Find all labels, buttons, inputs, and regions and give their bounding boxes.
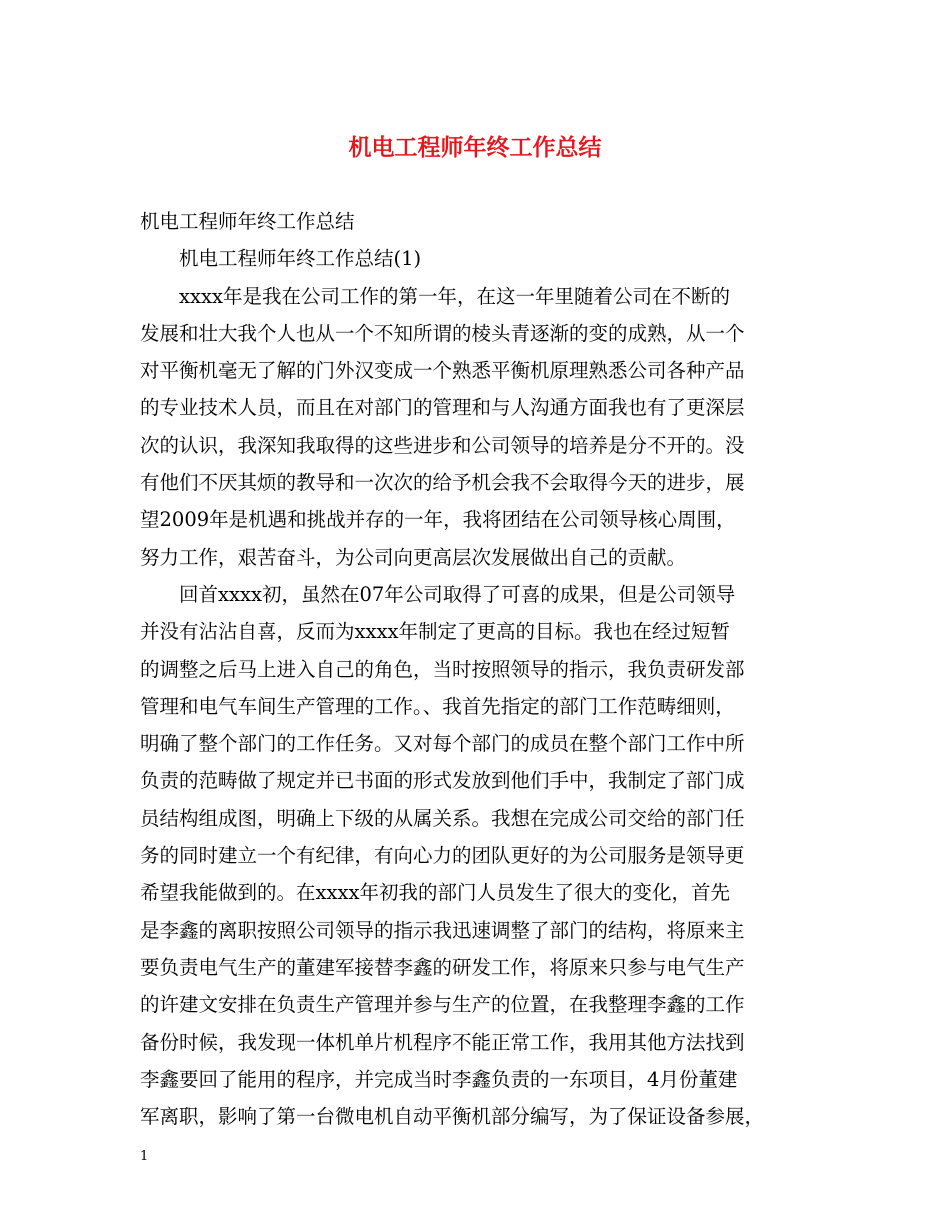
text-line: 对平衡机毫无了解的门外汉变成一个熟悉平衡机原理熟悉公司各种产品 — [140, 359, 745, 383]
text-line: 机电工程师年终工作总结 — [140, 210, 355, 233]
page-number: 1 — [140, 1149, 149, 1164]
text-line: 是李鑫的离职按照公司领导的指示我迅速调整了部门的结构，将原来主 — [140, 918, 745, 942]
text-line: 负责的范畴做了规定并已书面的形式发放到他们手中，我制定了部门成 — [140, 769, 745, 793]
text-line: 望2009年是机遇和挑战并存的一年，我将团结在公司领导核心周围， — [140, 508, 736, 532]
text-line: 并没有沾沾自喜，反而为xxxx年制定了更高的目标。我也在经过短暂 — [140, 620, 730, 644]
text-line: 务的同时建立一个有纪律，有向心力的团队更好的为公司服务是领导更 — [140, 844, 745, 868]
text-line: 军离职，影响了第一台微电机自动平衡机部分编写，为了保证设备参展， — [140, 1105, 765, 1129]
text-line: 员结构组成图，明确上下级的从属关系。我想在完成公司交给的部门任 — [140, 806, 745, 830]
text-line: 的调整之后马上进入自己的角色，当时按照领导的指示，我负责研发部 — [140, 657, 745, 681]
text-line: 李鑫要回了能用的程序，并完成当时李鑫负责的一东项目，4月份董建 — [140, 1067, 738, 1091]
text-line: 希望我能做到的。在xxxx年初我的部门人员发生了很大的变化，首先 — [140, 881, 730, 905]
text-line: 次的认识，我深知我取得的这些进步和公司领导的培养是分不开的。没 — [140, 433, 745, 457]
text-line: 机电工程师年终工作总结(1) — [140, 247, 422, 271]
document-title: 机电工程师年终工作总结 — [348, 134, 602, 161]
text-line: 回首xxxx初，虽然在07年公司取得了可喜的成果，但是公司领导 — [140, 582, 736, 606]
text-line: 发展和壮大我个人也从一个不知所谓的棱头青逐渐的变的成熟，从一个 — [140, 321, 745, 345]
document-body — [140, 203, 820, 1135]
text-line: 有他们不厌其烦的教导和一次次的给予机会我不会取得今天的进步，展 — [140, 471, 745, 495]
text-line: 要负责电气生产的董建军接替李鑫的研发工作，将原来只参与电气生产 — [140, 955, 745, 979]
text-line: 的专业技术人员，而且在对部门的管理和与人沟通方面我也有了更深层 — [140, 396, 745, 420]
text-line: 努力工作，艰苦奋斗，为公司向更高层次发展做出自己的贡献。 — [140, 545, 687, 569]
text-line: 的许建文安排在负责生产管理并参与生产的位置，在我整理李鑫的工作 — [140, 993, 745, 1017]
text-line: 明确了整个部门的工作任务。又对每个部门的成员在整个部门工作中所 — [140, 732, 745, 756]
text-line: 管理和电气车间生产管理的工作。、我首先指定的部门工作范畴细则， — [140, 694, 735, 718]
text-line: 备份时候，我发现一体机单片机程序不能正常工作，我用其他方法找到 — [140, 1030, 745, 1054]
text-line: xxxx年是我在公司工作的第一年，在这一年里随着公司在不断的 — [140, 284, 730, 308]
